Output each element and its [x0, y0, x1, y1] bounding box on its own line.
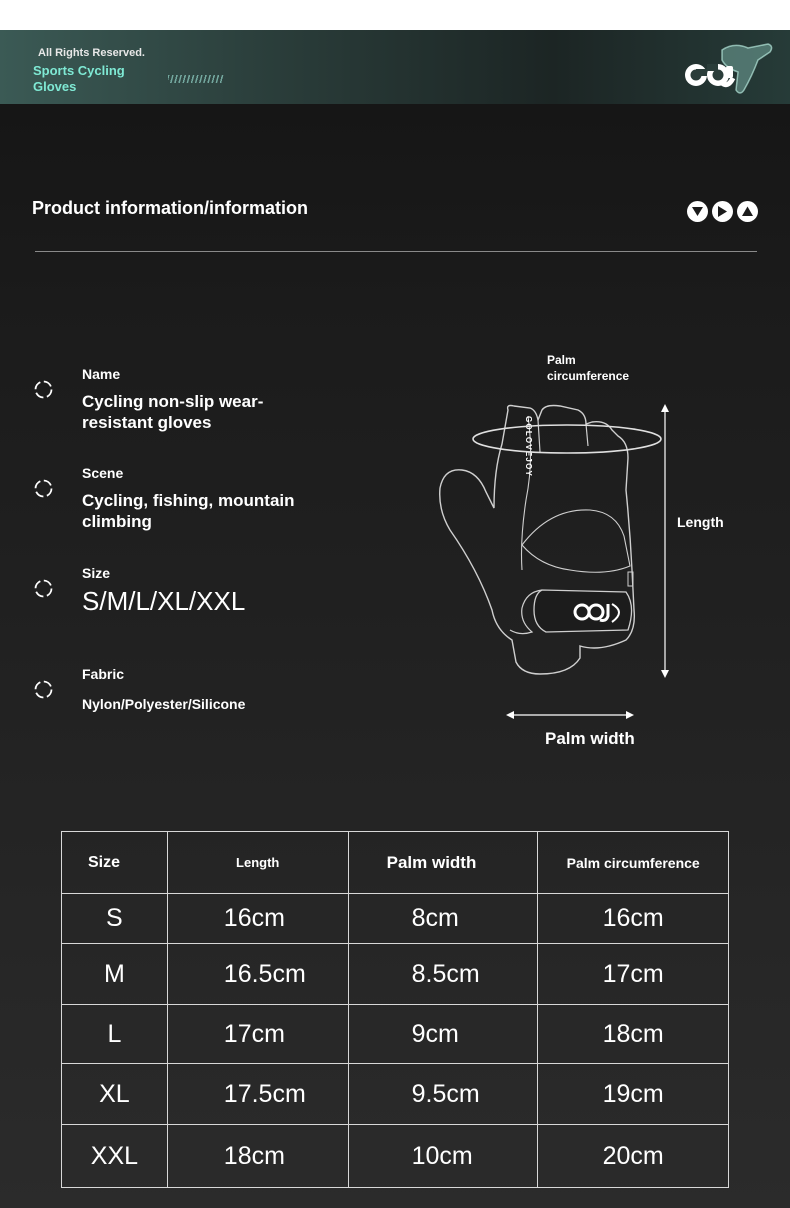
chevron-right-icon [712, 201, 733, 222]
table-cell: L [62, 1005, 168, 1064]
table-header-palm-width: Palm width [348, 832, 538, 894]
table-row [62, 944, 729, 1005]
palm-width-label: Palm width [545, 729, 635, 748]
banner-title: Sports Cycling Gloves [33, 63, 125, 94]
table-cell: 17cm [538, 944, 729, 1005]
table-cell: 9cm [348, 1005, 538, 1064]
ring-icon [33, 478, 54, 499]
table-row [62, 1005, 729, 1064]
table-row [62, 1064, 729, 1125]
table-cell: 19cm [538, 1064, 729, 1125]
table-cell: S [62, 894, 168, 944]
table-header-palm-circumference: Palm circumference [538, 832, 729, 894]
table-header-length: Length [167, 832, 348, 894]
table-cell: 20cm [538, 1125, 729, 1188]
spec-label: Scene [82, 465, 124, 481]
table-cell: 10cm [348, 1125, 538, 1188]
table-cell: 18cm [538, 1005, 729, 1064]
ring-icon [33, 679, 54, 700]
size-chart-table [61, 831, 729, 1188]
table-cell: 9.5cm [348, 1064, 538, 1125]
table-cell: 17cm [167, 1005, 348, 1064]
table-cell: 8cm [348, 894, 538, 944]
table-cell: XXL [62, 1125, 168, 1188]
spec-value: S/M/L/XL/XXL [82, 586, 246, 616]
table-row [62, 894, 729, 944]
table-cell: 8.5cm [348, 944, 538, 1005]
section-divider [35, 251, 757, 252]
glove-outline-icon [430, 340, 760, 760]
ring-icon [33, 379, 54, 400]
spec-value: Nylon/Polyester/Silicone [82, 696, 246, 712]
chevron-up-icon [737, 201, 758, 222]
gj-brand-logo-icon [682, 42, 774, 98]
table-header-row [62, 832, 729, 894]
nav-icon-group [687, 201, 758, 222]
spec-label: Fabric [82, 666, 125, 682]
spec-value: Cycling non-slip wear-resistant gloves [82, 392, 264, 432]
spec-label: Size [82, 565, 111, 581]
decorative-stripes [168, 75, 224, 83]
table-cell: 17.5cm [167, 1064, 348, 1125]
table-row [62, 1125, 729, 1188]
table-cell: M [62, 944, 168, 1005]
table-cell: XL [62, 1064, 168, 1125]
table-cell: 16cm [538, 894, 729, 944]
length-label: Length [677, 514, 724, 530]
chevron-down-icon [687, 201, 708, 222]
section-title: Product information/information [32, 198, 308, 218]
glove-brand-text: GOLOVEJOY [524, 416, 533, 478]
rights-reserved-text: All Rights Reserved. [38, 47, 145, 59]
spec-label: Name [82, 366, 121, 382]
glove-measurement-diagram [430, 340, 760, 760]
table-cell: 16cm [167, 894, 348, 944]
table-cell: 16.5cm [167, 944, 348, 1005]
table-cell: 18cm [167, 1125, 348, 1188]
ring-icon [33, 578, 54, 599]
spec-value: Cycling, fishing, mountain climbing [82, 491, 295, 531]
brand-banner [0, 30, 790, 104]
table-header-size: Size [62, 832, 168, 894]
palm-circumference-label: Palm circumference [547, 353, 630, 383]
